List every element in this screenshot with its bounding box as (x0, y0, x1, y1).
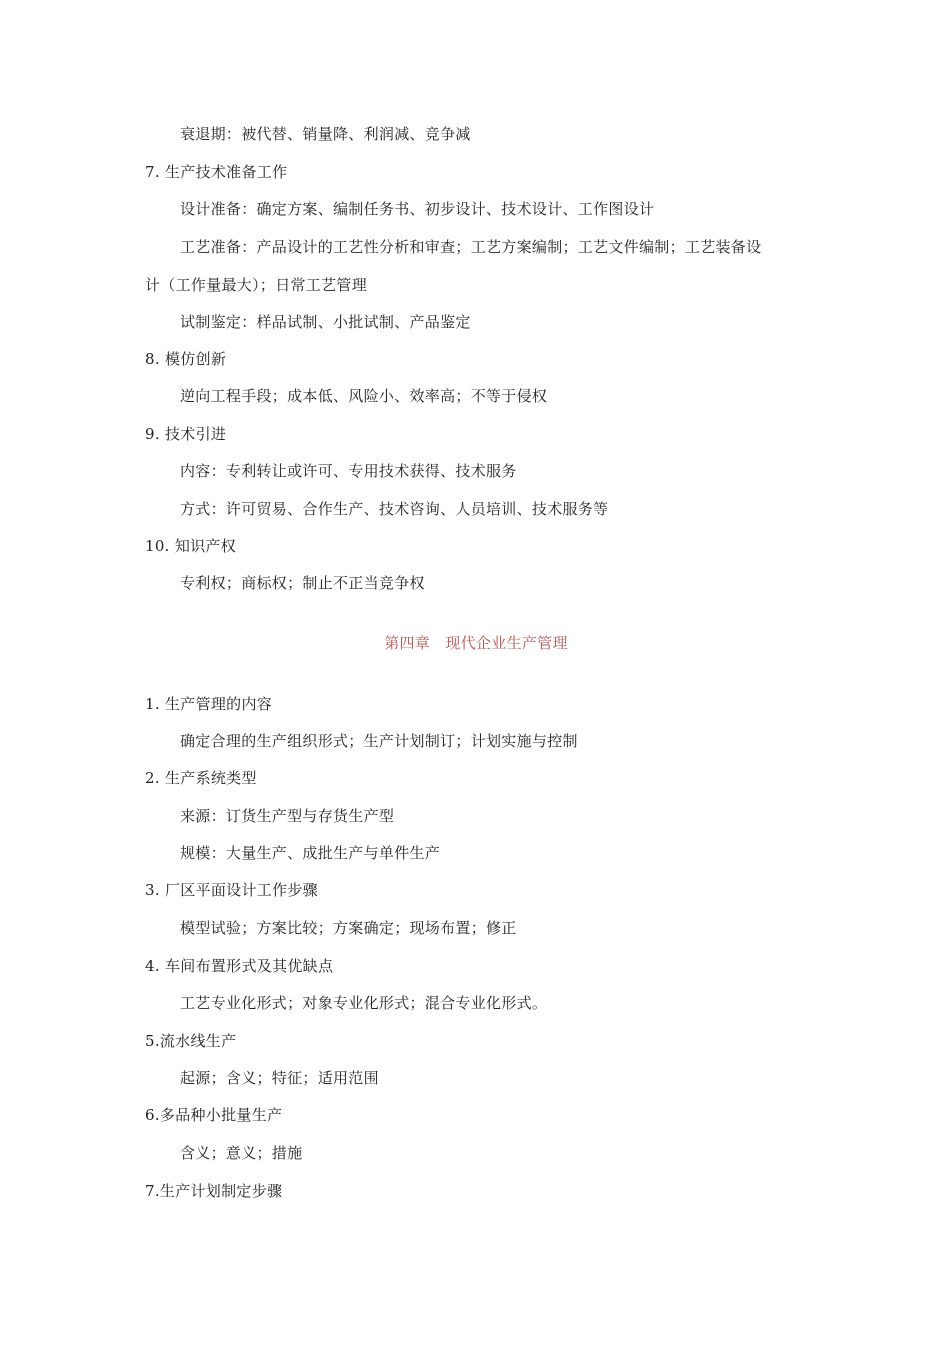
text-line: 确定合理的生产组织形式；生产计划制订；计划实施与控制 (180, 732, 578, 750)
chapter-title-text: 第四章 现代企业生产管理 (384, 634, 568, 652)
text-line: 计（工作量最大）；日常工艺管理 (145, 276, 368, 294)
section-heading: 7.生产计划制定步骤 (145, 1182, 283, 1200)
text-line: 内容：专利转让或许可、专用技术获得、技术服务 (180, 462, 517, 480)
text-line: 模型试验；方案比较；方案确定；现场布置；修正 (180, 919, 517, 937)
section-heading: 3. 厂区平面设计工作步骤 (145, 881, 318, 899)
section-heading: 1. 生产管理的内容 (145, 695, 273, 713)
section-heading: 9. 技术引进 (145, 425, 227, 443)
text-line: 规模：大量生产、成批生产与单件生产 (180, 844, 441, 862)
section-heading: 7. 生产技术准备工作 (145, 163, 288, 181)
text-line: 起源；含义；特征；适用范围 (180, 1069, 379, 1087)
text-line: 逆向工程手段；成本低、风险小、效率高；不等于侵权 (180, 387, 548, 405)
text-line: 来源：订货生产型与存货生产型 (180, 807, 395, 825)
section-heading: 8. 模仿创新 (145, 350, 227, 368)
section-heading: 6.多品种小批量生产 (145, 1106, 283, 1124)
text-line: 试制鉴定：样品试制、小批试制、产品鉴定 (180, 313, 471, 331)
text-line: 专利权；商标权；制止不正当竞争权 (180, 574, 425, 592)
section-heading: 10. 知识产权 (145, 537, 237, 555)
text-line: 方式：许可贸易、合作生产、技术咨询、人员培训、技术服务等 (180, 500, 609, 518)
text-line: 衰退期：被代替、销量降、利润减、竞争减 (180, 125, 471, 143)
text-line: 工艺专业化形式；对象专业化形式；混合专业化形式。 (180, 994, 548, 1012)
text-line: 含义；意义；措施 (180, 1144, 303, 1162)
section-heading: 5.流水线生产 (145, 1032, 237, 1050)
section-heading: 2. 生产系统类型 (145, 769, 257, 787)
text-line: 设计准备：确定方案、编制任务书、初步设计、技术设计、工作图设计 (180, 200, 655, 218)
section-heading: 4. 车间布置形式及其优缺点 (145, 957, 334, 975)
text-line: 工艺准备：产品设计的工艺性分析和审查；工艺方案编制；工艺文件编制；工艺装备设 (180, 238, 762, 256)
chapter-title (0, 633, 952, 653)
